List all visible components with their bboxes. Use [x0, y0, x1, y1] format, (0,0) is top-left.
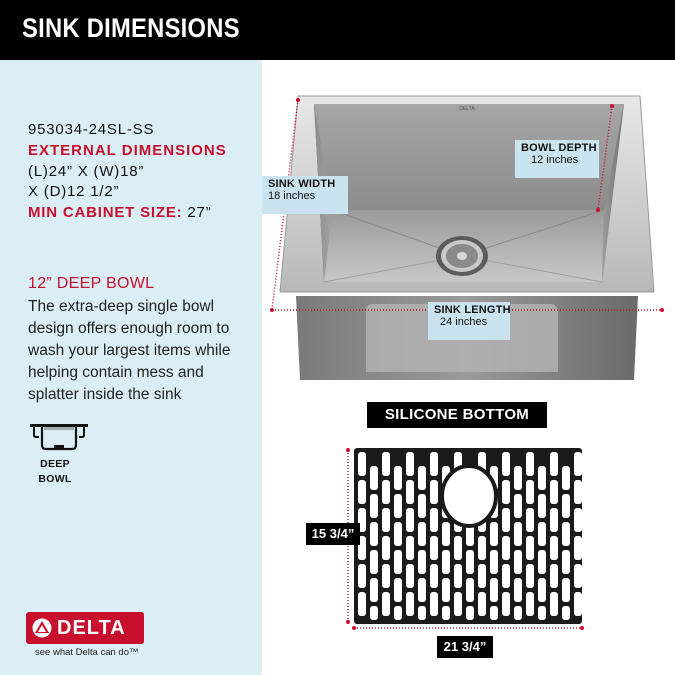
dimensions-line-1: (L)24” X (W)18”: [28, 163, 145, 180]
grid-slot: [526, 508, 534, 532]
grid-slot: [370, 466, 378, 490]
grid-slot: [490, 606, 498, 620]
min-cabinet-size: [28, 204, 212, 221]
grid-slot: [382, 564, 390, 588]
grid-width-line-end-right: [580, 626, 584, 630]
grid-slot: [370, 550, 378, 574]
silicone-grid-illustration: [354, 448, 582, 624]
grid-slot: [394, 466, 402, 490]
grid-slot: [526, 536, 534, 560]
grid-slot: [514, 550, 522, 574]
grid-slot: [490, 522, 498, 546]
grid-slot: [538, 606, 546, 620]
grid-slot: [466, 578, 474, 602]
grid-slot: [394, 494, 402, 518]
bowl-depth-callout: [515, 140, 599, 178]
grid-slot: [562, 494, 570, 518]
sink-length-callout: [428, 302, 510, 340]
grid-slot: [514, 578, 522, 602]
grid-slot: [430, 564, 438, 588]
grid-slot: [538, 578, 546, 602]
grid-slot: [442, 522, 450, 546]
grid-slot: [562, 606, 570, 620]
grid-slot: [574, 564, 582, 588]
grid-slot: [538, 522, 546, 546]
grid-slot: [406, 592, 414, 616]
grid-slot: [502, 564, 510, 588]
min-cabinet-label: MIN CABINET SIZE:: [28, 204, 183, 221]
grid-slot: [478, 592, 486, 616]
grid-slot: [574, 452, 582, 476]
grid-slot: [454, 536, 462, 560]
grid-slot: [502, 536, 510, 560]
grid-slot: [418, 466, 426, 490]
sink-width-callout: [262, 176, 348, 214]
grid-drain-opening: [442, 466, 496, 526]
grid-slot: [538, 550, 546, 574]
grid-slot: [562, 550, 570, 574]
grid-slot: [562, 578, 570, 602]
grid-height-line-end-bottom: [346, 620, 350, 624]
grid-slot: [430, 452, 438, 476]
grid-width-line-end-left: [352, 626, 356, 630]
grid-slot: [562, 466, 570, 490]
grid-slot: [526, 480, 534, 504]
deep-bowl-icon-label: DEEP BOWL: [38, 458, 72, 485]
min-cabinet-value: 27”: [187, 204, 212, 221]
grid-slot: [514, 522, 522, 546]
grid-slot: [550, 592, 558, 616]
deep-bowl-icon: [30, 423, 88, 453]
grid-slot: [394, 606, 402, 620]
grid-slot: [514, 494, 522, 518]
grid-slot: [406, 536, 414, 560]
sink-width-title: SINK WIDTH: [268, 178, 336, 190]
grid-slot: [538, 466, 546, 490]
grid-slot: [406, 508, 414, 532]
grid-height-line-end-top: [346, 448, 350, 452]
grid-slot: [502, 508, 510, 532]
page-title: SINK DIMENSIONS: [22, 13, 240, 43]
grid-slot: [430, 480, 438, 504]
sink-length-value: 24 inches: [440, 316, 488, 328]
grid-slot: [418, 578, 426, 602]
grid-slot: [394, 522, 402, 546]
grid-slot: [502, 480, 510, 504]
grid-slot: [430, 592, 438, 616]
grid-slot: [526, 564, 534, 588]
bowl-depth-title: BOWL DEPTH: [521, 142, 597, 154]
grid-slot: [526, 592, 534, 616]
grid-slot: [550, 536, 558, 560]
feature-title: 12” DEEP BOWL: [28, 275, 155, 292]
silicone-grid-label: SILICONE BOTTOM GRID: [367, 402, 547, 428]
grid-slot: [574, 508, 582, 532]
grid-slot: [478, 536, 486, 560]
grid-slot: [442, 550, 450, 574]
grid-slot: [358, 452, 366, 476]
sink-width-value: 18 inches: [268, 190, 316, 202]
dimensions-line-2: X (D)12 1/2”: [28, 183, 120, 200]
bowl-depth-value: 12 inches: [531, 154, 579, 166]
delta-triangle-icon: [32, 618, 52, 638]
sink-length-title: SINK LENGTH: [434, 304, 511, 316]
grid-width-label: 21 3/4”: [437, 636, 493, 658]
grid-slot: [550, 564, 558, 588]
grid-slot: [382, 508, 390, 532]
grid-slot: [490, 550, 498, 574]
grid-slot: [538, 494, 546, 518]
grid-slot: [406, 480, 414, 504]
grid-slot: [550, 480, 558, 504]
grid-slot: [490, 578, 498, 602]
grid-slot: [394, 578, 402, 602]
grid-slot: [514, 606, 522, 620]
grid-slot: [574, 536, 582, 560]
grid-slot: [358, 592, 366, 616]
grid-slot: [430, 536, 438, 560]
grid-slot: [442, 606, 450, 620]
sink-illustration: [262, 60, 675, 660]
grid-slot: [382, 536, 390, 560]
grid-slot: [562, 522, 570, 546]
bowl-depth-line-end-top: [610, 104, 614, 108]
grid-slot: [454, 592, 462, 616]
grid-slot: [370, 606, 378, 620]
grid-slot: [430, 508, 438, 532]
brand-tagline: see what Delta can do™: [35, 647, 139, 658]
grid-slot: [370, 494, 378, 518]
grid-slot: [382, 452, 390, 476]
bowl-depth-line-end-bottom: [596, 208, 600, 212]
grid-slot: [454, 564, 462, 588]
grid-slot: [382, 592, 390, 616]
grid-slot: [406, 564, 414, 588]
external-dimensions-label: EXTERNAL DIMENSIONS: [28, 142, 227, 159]
model-number: 953034-24SL-SS: [28, 121, 155, 138]
grid-slot: [550, 452, 558, 476]
header-bar: [0, 0, 675, 60]
grid-slot: [550, 508, 558, 532]
feature-description: The extra-deep single bowl design offers enough room to wash your largest items while helping contain mess and splatter inside the sink: [28, 298, 231, 403]
sink-length-line-end: [660, 308, 664, 312]
grid-slot: [574, 592, 582, 616]
grid-slot: [466, 606, 474, 620]
drain-center: [457, 252, 467, 260]
grid-slot: [502, 592, 510, 616]
grid-height-label: 15 3/4”: [306, 523, 360, 545]
grid-slot: [526, 452, 534, 476]
grid-slot: [574, 480, 582, 504]
grid-slot: [394, 550, 402, 574]
grid-slot: [370, 578, 378, 602]
sink-width-line-end-top: [296, 98, 300, 102]
grid-slot: [406, 452, 414, 476]
grid-slot: [370, 522, 378, 546]
grid-slot: [502, 452, 510, 476]
delta-logo: [26, 612, 144, 644]
grid-slot: [358, 564, 366, 588]
grid-slot: [442, 578, 450, 602]
grid-slot: [514, 466, 522, 490]
grid-slot: [478, 564, 486, 588]
grid-slot: [382, 480, 390, 504]
grid-slot: [418, 550, 426, 574]
sink-brand-mark: DELTA: [459, 106, 475, 112]
grid-slot: [418, 494, 426, 518]
grid-slot: [466, 550, 474, 574]
grid-slot: [418, 606, 426, 620]
delta-logo-text: DELTA: [57, 617, 126, 639]
grid-slot: [358, 480, 366, 504]
grid-slot: [418, 522, 426, 546]
